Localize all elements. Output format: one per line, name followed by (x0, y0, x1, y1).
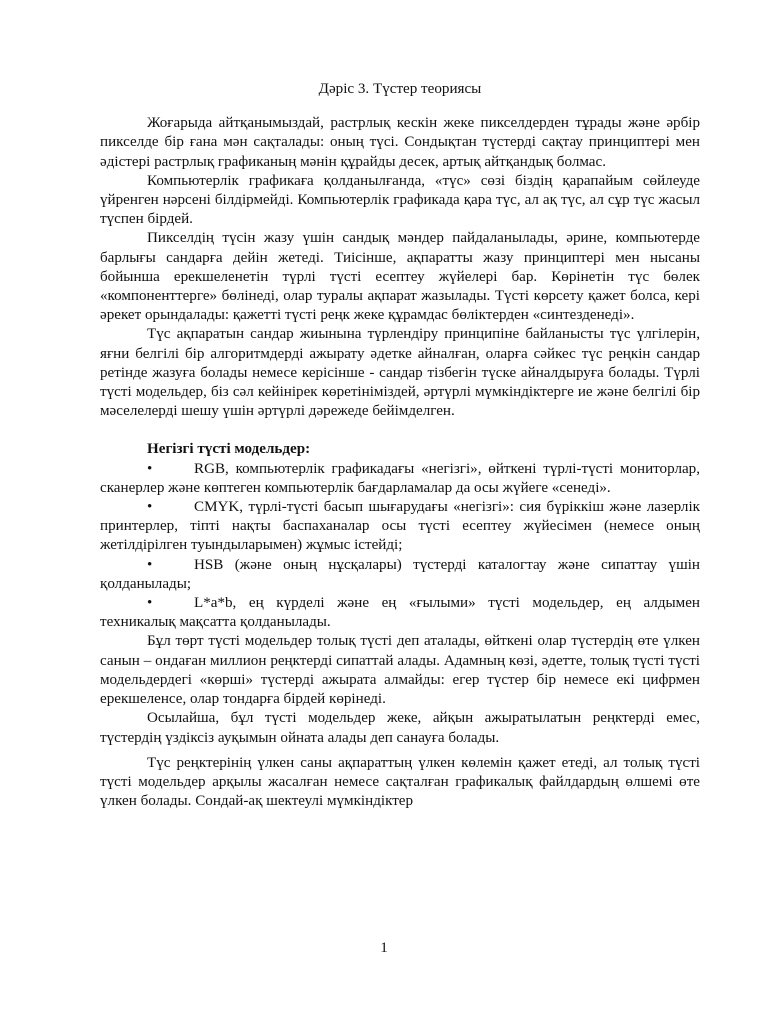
bullet-text: CMYK, түрлі-түсті басып шығарудағы «негізгі»: сия бүріккіш және лазерлік принтерлер, тіпті нақты баспаханалар осы түсті есептеу жүйесімен (немесе оның жетілдірілген туындыларымен) жұмыс істейді; (100, 499, 700, 554)
paragraph-3: Пикселдің түсін жазу үшін сандық мәндер пайдаланылады, әрине, компьютерде барлығы сандарға дейін жетеді. Тиісінше, ақпаратты жазу принциптері мен нысаны бойынша ерекшеленетін түрлі түсті есептеу жүйелері бар. Көрінетін түс бөлек «компоненттерге» бөлінеді, олар туралы ақпарат жазылады. Түсті көрсету қажет болса, кері әрекет орындалады: қажетті түсті реңк жеке құрамдас бөліктерден «синтезденеді». (100, 230, 700, 324)
paragraph-7: Түс реңктерінің үлкен саны ақпараттың үлкен көлемін қажет етеді, ал толық түсті түсті модельдер арқылы жасалған немесе сақталған графикалық файлдардың өлшемі өте үлкен болады. Сондай-ақ шектеулі мүмкіндіктер (100, 754, 700, 810)
bullet-text: L*a*b, ең күрделі және ең «ғылыми» түсті модельдер, ең алдымен техникалық мақсатта қолданылады. (100, 595, 700, 631)
page-title: Дәріс 3. Түстер теориясы (318, 81, 482, 97)
paragraph-4: Түс ақпаратын сандар жиынына түрлендіру принципіне байланысты түс үлгілерін, яғни белгілі бір алгоритмдерді ажырату әдетке айналған, оларға сәйкес түс реңкін сандар ретінде жазуға болады немесе керісінше - сандар тізбегін түске айналдыруға болады. Түрлі түсті модельдер, біз сәл кейінірек көретініміздей, әртүрлі мүмкіндіктерге ие және белгілі бір мәселелерді шешу үшін әртүрлі дәрежеде бейімделген. (100, 326, 700, 420)
page-number: 1 (380, 940, 388, 956)
bullet-item-lab (100, 594, 700, 632)
paragraph-1: Жоғарыда айтқанымыздай, растрлық кескін жеке пикселдерден тұрады және әрбір пикселде бір ғана мән сақталады: оның түсі. Сондықтан түстерді сақтау принциптері мен әдістері растрлық графиканың мәнін құрайды десек, артық айтқандық болмас. (100, 115, 700, 170)
paragraph-6: Осылайша, бұл түсті модельдер жеке, айқын ажыратылатын реңктерді емес, түстердің үздіксіз ауқымын ойната алады деп санауға болады. (100, 710, 700, 746)
paragraph-5: Бұл төрт түсті модельдер толық түсті деп аталады, өйткені олар түстердің өте үлкен санын – ондаған миллион реңктерді сипаттай алады. Адамның көзі, әдетте, толық түсті түсті модельдердегі «көрші» түстерді ажырата алмайды: егер түстер бір немесе екі цифрмен ерекшеленсе, олар тондарға бірдей көрінеді. (100, 633, 700, 708)
bullet-text: RGB, компьютерлік графикадағы «негізгі», өйткені түрлі-түсті мониторлар, сканерлер және көптеген компьютерлік бағдарламалар да осы жүйеге «сенеді». (100, 460, 700, 496)
bullet-item-hsb (100, 556, 700, 594)
section-heading: Негізгі түсті модельдер: (147, 441, 311, 458)
bullet-mark: • (147, 499, 153, 516)
bullet-item-rgb (100, 460, 700, 498)
paragraph-2: Компьютерлік графикаға қолданылғанда, «түс» сөзі біздің қарапайым сөйлеуде үйренген нәрсені білдірмейді. Компьютерлік графикада қара түс, ал ақ түс, ал сұр түс жасыл түспен бірдей. (100, 172, 700, 228)
bullet-text: HSB (және оның нұсқалары) түстерді каталогтау және сипаттау үшін қолданылады; (100, 556, 700, 592)
bullet-item-cmyk (100, 498, 700, 556)
bullet-mark: • (147, 460, 153, 477)
bullet-mark: • (147, 556, 153, 573)
document-page (100, 80, 700, 811)
bullet-mark: • (147, 595, 153, 612)
